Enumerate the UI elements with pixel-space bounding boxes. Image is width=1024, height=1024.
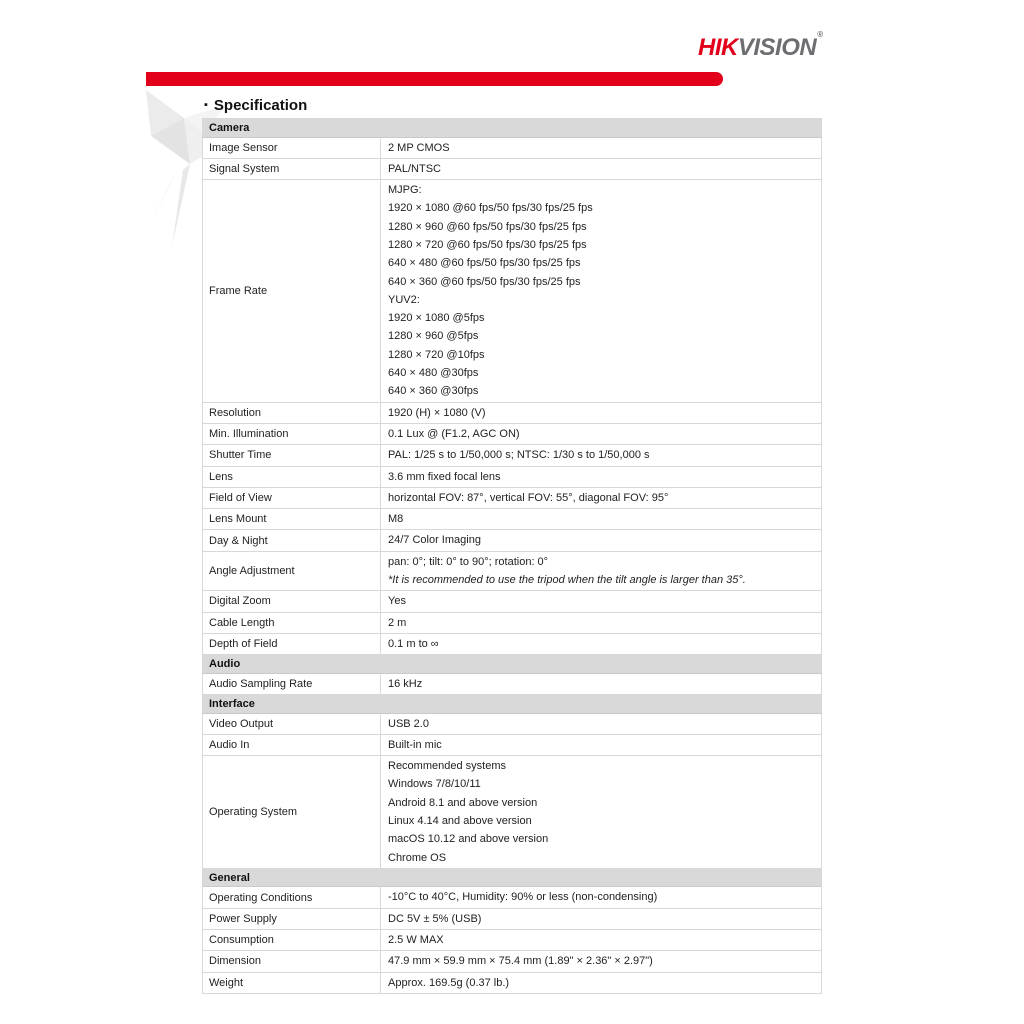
spec-label: Weight: [203, 973, 381, 993]
spec-label: Lens Mount: [203, 509, 381, 529]
spec-row: [202, 634, 822, 655]
spec-value: [381, 138, 821, 158]
spec-value: [381, 887, 821, 907]
spec-value-line: PAL/NTSC: [388, 162, 441, 175]
spec-label: Consumption: [203, 930, 381, 950]
spec-value-line: 1920 × 1080 @5fps: [388, 312, 485, 325]
spec-row: [202, 674, 822, 695]
spec-value-line: 0.1 m to ∞: [388, 637, 439, 650]
section-header-row: [202, 869, 822, 888]
spec-value: [381, 530, 821, 550]
spec-row: [202, 714, 822, 735]
spec-value-line: Android 8.1 and above version: [388, 796, 538, 809]
registered-trademark-icon: ®: [817, 30, 823, 39]
spec-label: Field of View: [203, 488, 381, 508]
logo-hik-text: HIK: [698, 34, 738, 61]
spec-value-line: 47.9 mm × 59.9 mm × 75.4 mm (1.89" × 2.36" × 2.97"): [388, 955, 653, 968]
spec-value: [381, 180, 821, 402]
section-header-row: [202, 655, 822, 674]
spec-value-line: 640 × 360 @60 fps/50 fps/30 fps/25 fps: [388, 275, 581, 288]
spec-label: Cable Length: [203, 613, 381, 633]
spec-value-line: 2.5 W MAX: [388, 933, 444, 946]
spec-note: *It is recommended to use the tripod when the tilt angle is larger than 35°.: [388, 574, 746, 587]
logo-vision-text: VISION: [737, 34, 817, 61]
spec-value: [381, 756, 821, 868]
spec-row: [202, 445, 822, 466]
spec-label: Operating Conditions: [203, 887, 381, 907]
spec-value: [381, 634, 821, 654]
spec-value: [381, 909, 821, 929]
spec-value: [381, 488, 821, 508]
spec-value-line: horizontal FOV: 87°, vertical FOV: 55°, diagonal FOV: 95°: [388, 491, 669, 504]
spec-table: [202, 118, 822, 994]
spec-row: [202, 613, 822, 634]
spec-value-line: Linux 4.14 and above version: [388, 815, 532, 827]
spec-value: [381, 735, 821, 755]
spec-label: Resolution: [203, 403, 381, 423]
spec-row: [202, 488, 822, 509]
spec-value-line: 2 MP CMOS: [388, 141, 450, 154]
spec-row: [202, 756, 822, 869]
spec-label: Image Sensor: [203, 138, 381, 158]
spec-label: Dimension: [203, 951, 381, 971]
spec-label: Digital Zoom: [203, 591, 381, 611]
spec-row: [202, 509, 822, 530]
spec-value-line: -10°C to 40°C, Humidity: 90% or less (non-condensing): [388, 891, 658, 904]
spec-label: Audio In: [203, 735, 381, 755]
spec-value-line: MJPG:: [388, 184, 422, 197]
red-accent-bar: [146, 72, 723, 86]
spec-value-line: 1280 × 960 @60 fps/50 fps/30 fps/25 fps: [388, 220, 587, 233]
spec-label: Day & Night: [203, 530, 381, 550]
spec-row: [202, 930, 822, 951]
spec-row: [202, 180, 822, 403]
spec-row: [202, 735, 822, 756]
square-bullet-icon: ▪: [204, 99, 208, 111]
spec-value: [381, 613, 821, 633]
spec-value-line: Built-in mic: [388, 738, 442, 751]
spec-label: Video Output: [203, 714, 381, 734]
spec-value: [381, 552, 821, 591]
spec-row: [202, 424, 822, 445]
spec-row: [202, 138, 822, 159]
spec-label: Depth of Field: [203, 634, 381, 654]
spec-value: [381, 509, 821, 529]
spec-value-line: 2 m: [388, 616, 407, 629]
spec-label: Shutter Time: [203, 445, 381, 465]
spec-value-line: 640 × 480 @30fps: [388, 367, 479, 380]
spec-row: [202, 951, 822, 972]
section-title: Camera: [209, 121, 250, 134]
spec-row: [202, 403, 822, 424]
spec-row: [202, 552, 822, 592]
spec-label: Angle Adjustment: [203, 552, 381, 591]
spec-value-line: Chrome OS: [388, 851, 447, 864]
spec-value: [381, 467, 821, 487]
spec-value-line: DC 5V ± 5% (USB): [388, 912, 482, 925]
spec-value: [381, 424, 821, 444]
spec-label: Power Supply: [203, 909, 381, 929]
spec-value-line: 1280 × 720 @60 fps/50 fps/30 fps/25 fps: [388, 238, 587, 251]
section-header-row: [202, 695, 822, 714]
spec-value-line: 1920 (H) × 1080 (V): [388, 406, 486, 419]
section-title: Interface: [209, 697, 255, 710]
spec-label: Min. Illumination: [203, 424, 381, 444]
spec-value-line: 1280 × 720 @10fps: [388, 348, 485, 361]
spec-value-line: Approx. 169.5g (0.37 lb.): [388, 976, 510, 989]
spec-value-line: PAL: 1/25 s to 1/50,000 s; NTSC: 1/30 s to 1/50,000 s: [388, 449, 650, 462]
spec-value-line: 640 × 480 @60 fps/50 fps/30 fps/25 fps: [388, 257, 581, 270]
spec-value: [381, 445, 821, 465]
page-title: [204, 97, 307, 114]
spec-row: [202, 530, 822, 551]
spec-value: [381, 951, 821, 971]
spec-label: Operating System: [203, 756, 381, 868]
spec-value-line: 1280 × 960 @5fps: [388, 330, 479, 343]
spec-row: [202, 973, 822, 994]
spec-value-line: YUV2:: [388, 293, 420, 306]
spec-row: [202, 887, 822, 908]
spec-value: [381, 973, 821, 993]
spec-value: [381, 930, 821, 950]
spec-value: [381, 714, 821, 734]
section-title: General: [209, 871, 250, 884]
spec-value-line: pan: 0°; tilt: 0° to 90°; rotation: 0°: [388, 555, 549, 568]
spec-label: Signal System: [203, 159, 381, 179]
section-header-row: [202, 119, 822, 138]
spec-label: Lens: [203, 467, 381, 487]
spec-value-line: 16 kHz: [388, 677, 423, 690]
spec-row: [202, 467, 822, 488]
spec-row: [202, 159, 822, 180]
spec-value-line: 3.6 mm fixed focal lens: [388, 470, 501, 483]
spec-value: [381, 403, 821, 423]
spec-value-line: Recommended systems: [388, 760, 506, 773]
spec-row: [202, 591, 822, 612]
spec-value-line: 0.1 Lux @ (F1.2, AGC ON): [388, 427, 520, 440]
spec-value: [381, 159, 821, 179]
spec-value-line: USB 2.0: [388, 717, 429, 730]
spec-value-line: 640 × 360 @30fps: [388, 385, 479, 398]
section-title: Audio: [209, 657, 241, 670]
spec-value-line: macOS 10.12 and above version: [388, 833, 549, 846]
page-title-text: Specification: [213, 97, 308, 114]
spec-value: [381, 591, 821, 611]
spec-value-line: Windows 7/8/10/11: [388, 778, 481, 791]
spec-value: [381, 674, 821, 694]
spec-row: [202, 909, 822, 930]
spec-value-line: 24/7 Color Imaging: [388, 534, 481, 547]
spec-label: Frame Rate: [203, 180, 381, 402]
spec-value-line: M8: [388, 513, 404, 526]
spec-value-line: 1920 × 1080 @60 fps/50 fps/30 fps/25 fps: [388, 202, 593, 215]
spec-value-line: Yes: [388, 595, 406, 608]
spec-label: Audio Sampling Rate: [203, 674, 381, 694]
hikvision-logo: [698, 30, 823, 62]
